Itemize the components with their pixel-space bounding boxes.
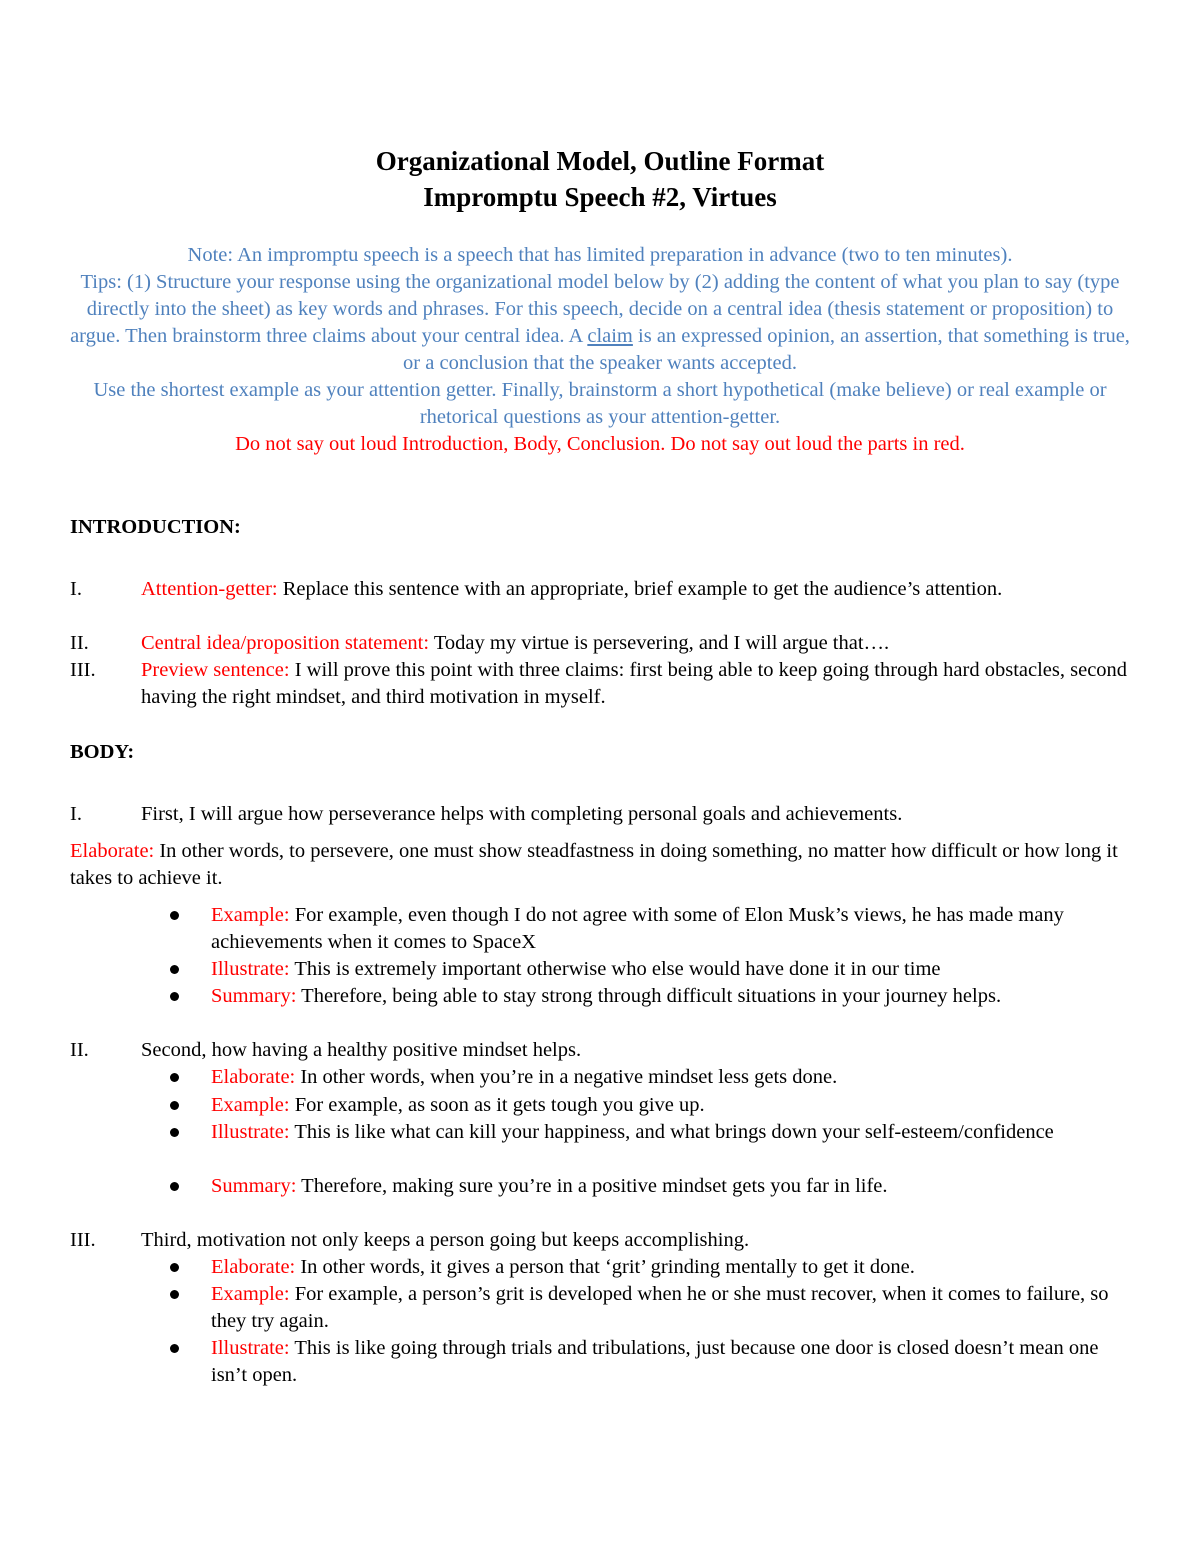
bullet-item <box>170 1335 1130 1389</box>
item-label: Illustrate: <box>211 1337 290 1359</box>
item-text: In other words, when you’re in a negative mindset less gets done. <box>295 1066 838 1088</box>
item-label: Summary: <box>211 1175 297 1197</box>
bullet-item <box>170 1119 1130 1146</box>
bullet-item <box>170 1281 1130 1335</box>
bullet-icon <box>170 911 179 920</box>
bullet-icon <box>170 1101 179 1110</box>
item-text: For example, as soon as it gets tough you give up. <box>289 1094 705 1116</box>
claim-item <box>70 1227 1130 1254</box>
item-label: Elaborate: <box>211 1256 296 1278</box>
item-text: Replace this sentence with an appropriate, brief example to get the audience’s attention. <box>277 578 1003 600</box>
item-label: Example: <box>211 904 290 926</box>
item-label: Elaborate: <box>70 840 155 862</box>
intro-item <box>70 630 1130 657</box>
item-number: III. <box>70 1229 96 1251</box>
item-label: Preview sentence: <box>141 659 290 681</box>
bullet-item <box>170 956 1130 983</box>
bullet-item <box>170 1064 1130 1091</box>
item-label: Summary: <box>211 985 297 1007</box>
bullet-item <box>170 1092 1130 1119</box>
item-text: Therefore, making sure you’re in a positive mindset gets you far in life. <box>296 1175 888 1197</box>
bullet-icon <box>170 1290 179 1299</box>
claim-item <box>70 801 1130 828</box>
bullet-item <box>170 1173 1130 1200</box>
document-subtitle: Impromptu Speech #2, Virtues <box>423 182 777 212</box>
item-number: II. <box>70 632 89 654</box>
item-text: Therefore, being able to stay strong through difficult situations in your journey helps. <box>296 985 1002 1007</box>
note-line: Note: An impromptu speech is a speech that has limited preparation in advance (two to ten minutes). <box>187 244 1013 266</box>
item-label: Central idea/proposition statement: <box>141 632 430 654</box>
intro-item <box>70 576 1130 603</box>
item-number: I. <box>70 803 82 825</box>
item-text: In other words, to persevere, one must show steadfastness in doing something, no matter how difficult or how long it takes to achieve it. <box>70 840 1118 889</box>
item-number: III. <box>70 659 96 681</box>
tips-paragraph: Tips: (1) Structure your response using the organizational model below by (2) adding the content of what you plan to say (type directly into the sheet) as key words and phrases. For this speech, decide on a central idea (thesis statement or proposition) to argue. Then brainstorm three claims about your central idea. A claim is an expressed opinion, an assertion, that something is true, or a conclusion that the speaker wants accepted. <box>70 271 1130 374</box>
item-text: Second, how having a healthy positive mindset helps. <box>141 1039 582 1061</box>
elaborate-paragraph <box>70 838 1130 892</box>
item-label: Example: <box>211 1094 290 1116</box>
item-text: This is extremely important otherwise who else would have done it in our time <box>289 958 941 980</box>
bullet-icon <box>170 992 179 1001</box>
bullet-icon <box>170 1344 179 1353</box>
item-text: This is like what can kill your happiness, and what brings down your self-esteem/confidence <box>289 1121 1054 1143</box>
item-text: Third, motivation not only keeps a person going but keeps accomplishing. <box>141 1229 750 1251</box>
item-text: For example, a person’s grit is developed when he or she must recover, when it comes to failure, so they try again. <box>211 1283 1109 1332</box>
item-text: For example, even though I do not agree with some of Elon Musk’s views, he has made many achievements when it comes to SpaceX <box>211 904 1064 953</box>
item-label: Attention-getter: <box>141 578 278 600</box>
item-text: This is like going through trials and tribulations, just because one door is closed doesn’t mean one isn’t open. <box>211 1337 1099 1386</box>
item-label: Elaborate: <box>211 1066 296 1088</box>
bullet-item <box>170 1254 1130 1281</box>
item-number: I. <box>70 578 82 600</box>
bullet-icon <box>170 965 179 974</box>
item-text: Today my virtue is persevering, and I will argue that…. <box>429 632 890 654</box>
claim-item <box>70 1037 1130 1064</box>
intro-item <box>70 657 1130 711</box>
bullet-icon <box>170 1073 179 1082</box>
item-label: Illustrate: <box>211 1121 290 1143</box>
item-number: II. <box>70 1039 89 1061</box>
claim-term: claim <box>587 325 633 347</box>
bullet-icon <box>170 1128 179 1137</box>
bullet-item <box>170 902 1130 956</box>
instructions-note <box>64 242 1136 458</box>
attention-getter-tip: Use the shortest example as your attention getter. Finally, brainstorm a short hypothetical (make believe) or real example or rhetorical questions as your attention-getter. <box>93 379 1107 428</box>
warning-line: Do not say out loud Introduction, Body, Conclusion. Do not say out loud the parts in red. <box>235 433 965 455</box>
item-label: Illustrate: <box>211 958 290 980</box>
body-heading: BODY: <box>70 741 135 763</box>
item-text: First, I will argue how perseverance helps with completing personal goals and achievements. <box>141 803 903 825</box>
item-label: Example: <box>211 1283 290 1305</box>
item-text: In other words, it gives a person that ‘grit’ grinding mentally to get it done. <box>295 1256 915 1278</box>
bullet-icon <box>170 1263 179 1272</box>
item-text: I will prove this point with three claims: first being able to keep going through hard obstacles, second having the right mindset, and third motivation in myself. <box>141 659 1128 708</box>
bullet-icon <box>170 1182 179 1191</box>
introduction-heading: INTRODUCTION: <box>70 516 241 538</box>
bullet-item <box>170 983 1130 1010</box>
document-title: Organizational Model, Outline Format <box>375 146 825 176</box>
